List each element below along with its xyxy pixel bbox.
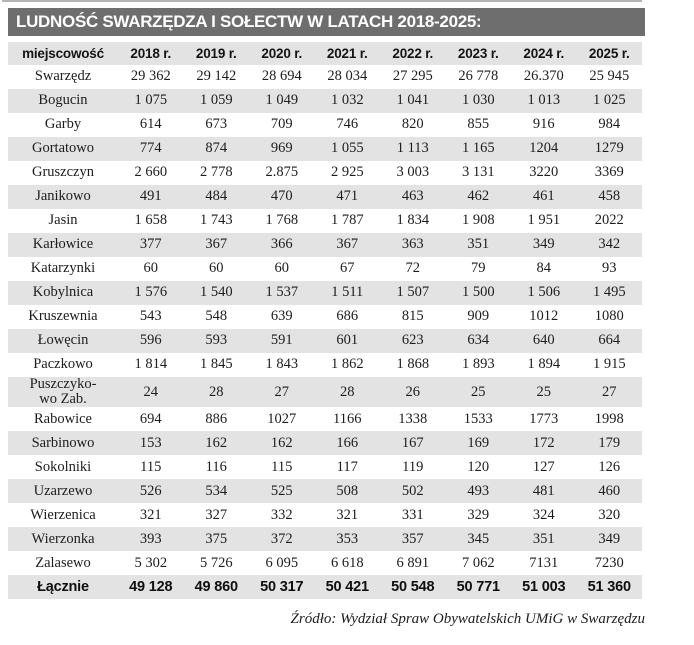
cell-value: 117 [336, 458, 358, 475]
cell-value: 916 [532, 116, 555, 133]
cell-value: 1 075 [118, 89, 184, 113]
column-header: miejscowość [8, 42, 118, 65]
cell-value: 694 [139, 410, 162, 427]
cell-value: 2 925 [330, 164, 364, 181]
cell-value: 2022 [594, 212, 624, 229]
cell-value: 1 908 [461, 212, 495, 229]
cell-value: 774 [118, 137, 184, 161]
column-header: 2025 r. [577, 42, 643, 65]
table-row [8, 377, 642, 407]
table-body [8, 65, 642, 599]
cell-value: 51 360 [577, 575, 643, 599]
row-label: Kruszewnia [28, 308, 98, 325]
cell-value: 116 [205, 458, 227, 475]
table-title-bar [8, 8, 645, 36]
cell-value: 367 [315, 233, 381, 257]
cell-value: 1 013 [511, 89, 577, 113]
cell-value: 84 [536, 260, 551, 277]
cell-value: 1 165 [446, 137, 512, 161]
cell-value: 2 660 [134, 164, 168, 181]
cell-value: 1 915 [592, 356, 626, 373]
row-label: Bogucin [8, 89, 118, 113]
cell-value: 634 [446, 329, 512, 353]
cell-value: 969 [249, 137, 315, 161]
cell-value: 1 025 [577, 89, 643, 113]
column-header: 2024 r. [511, 42, 577, 65]
row-label: Uzarzewo [8, 479, 118, 503]
cell-value: 2.875 [265, 164, 299, 181]
table-row [8, 527, 642, 551]
table-row [8, 185, 642, 209]
row-label: Łącznie [8, 575, 118, 599]
table-row [8, 281, 642, 305]
cell-value: 458 [577, 185, 643, 209]
cell-value: 353 [315, 527, 381, 551]
cell-value: 28 [184, 377, 250, 407]
cell-value: 179 [577, 431, 643, 455]
table-row [8, 257, 642, 281]
column-header: 2023 r. [446, 42, 512, 65]
cell-value: 51 003 [511, 575, 577, 599]
cell-value: 162 [184, 431, 250, 455]
column-header: 2019 r. [184, 42, 250, 65]
cell-value: 7131 [529, 554, 559, 571]
row-label: Garby [44, 116, 82, 133]
row-label: Wierzenica [30, 506, 96, 523]
table-row [8, 89, 642, 113]
table-row [8, 161, 642, 185]
cell-value: 1 845 [199, 356, 233, 373]
cell-value: 7230 [594, 554, 624, 571]
cell-value: 623 [380, 329, 446, 353]
cell-value: 351 [511, 527, 577, 551]
cell-value: 886 [205, 410, 228, 427]
cell-value: 162 [249, 431, 315, 455]
cell-value: 331 [401, 506, 424, 523]
table-row [8, 479, 642, 503]
cell-value: 462 [446, 185, 512, 209]
cell-value: 166 [315, 431, 381, 455]
cell-value: 50 548 [380, 575, 446, 599]
cell-value: 1 862 [330, 356, 364, 373]
cell-value: 29 362 [130, 68, 171, 85]
cell-value: 3220 [529, 164, 559, 181]
cell-value: 984 [598, 116, 621, 133]
cell-value: 115 [271, 458, 293, 475]
cell-value: 709 [270, 116, 293, 133]
table-row [8, 137, 642, 161]
table-row [8, 455, 642, 479]
cell-value: 1338 [398, 410, 428, 427]
cell-value: 3 131 [461, 164, 495, 181]
cell-value: 320 [598, 506, 621, 523]
cell-value: 153 [118, 431, 184, 455]
cell-value: 60 [143, 260, 158, 277]
cell-value: 591 [249, 329, 315, 353]
cell-value: 26 [380, 377, 446, 407]
cell-value: 1 787 [330, 212, 364, 229]
cell-value: 1773 [529, 410, 559, 427]
cell-value: 50 771 [446, 575, 512, 599]
table-row [8, 209, 642, 233]
cell-value: 27 [249, 377, 315, 407]
cell-value: 526 [118, 479, 184, 503]
cell-value: 349 [577, 527, 643, 551]
cell-value: 1 511 [315, 281, 381, 305]
table-row [8, 65, 642, 89]
cell-value: 614 [139, 116, 162, 133]
cell-value: 72 [405, 260, 420, 277]
cell-value: 461 [511, 185, 577, 209]
cell-value: 548 [205, 308, 228, 325]
table-row [8, 233, 642, 257]
cell-value: 1 868 [396, 356, 430, 373]
cell-value: 375 [184, 527, 250, 551]
cell-value: 1 049 [249, 89, 315, 113]
cell-value: 601 [315, 329, 381, 353]
cell-value: 909 [467, 308, 490, 325]
cell-value: 525 [249, 479, 315, 503]
cell-value: 27 295 [392, 68, 433, 85]
cell-value: 28 [315, 377, 381, 407]
cell-value: 377 [118, 233, 184, 257]
cell-value: 1166 [333, 410, 362, 427]
cell-value: 24 [118, 377, 184, 407]
cell-value: 1 537 [249, 281, 315, 305]
cell-value: 25 945 [589, 68, 630, 85]
cell-value: 169 [446, 431, 512, 455]
cell-value: 1 041 [380, 89, 446, 113]
cell-value: 126 [598, 458, 621, 475]
cell-value: 1012 [529, 308, 559, 325]
cell-value: 1 814 [134, 356, 168, 373]
cell-value: 115 [140, 458, 162, 475]
cell-value: 127 [532, 458, 555, 475]
cell-value: 534 [184, 479, 250, 503]
row-label: Gortatowo [8, 137, 118, 161]
cell-value: 5 302 [134, 554, 168, 571]
cell-value: 67 [340, 260, 355, 277]
row-label: Sarbinowo [8, 431, 118, 455]
cell-value: 49 860 [184, 575, 250, 599]
cell-value: 172 [511, 431, 577, 455]
source-caption: Źródło: Wydział Spraw Obywatelskich UMiG w Swarzędzu [290, 611, 645, 627]
table-row [8, 305, 642, 329]
cell-value: 29 142 [196, 68, 237, 85]
cell-value: 6 618 [330, 554, 364, 571]
cell-value: 874 [184, 137, 250, 161]
cell-value: 351 [446, 233, 512, 257]
table-title: LUDNOŚĆ SWARZĘDZA I SOŁECTW W LATACH 2018-2025: [16, 12, 482, 31]
cell-value: 321 [336, 506, 359, 523]
cell-value: 342 [577, 233, 643, 257]
cell-value: 26.370 [523, 68, 564, 85]
cell-value: 357 [380, 527, 446, 551]
cell-value: 508 [315, 479, 381, 503]
cell-value: 49 128 [118, 575, 184, 599]
cell-value: 502 [380, 479, 446, 503]
cell-value: 3 003 [396, 164, 430, 181]
cell-value: 79 [471, 260, 486, 277]
cell-value: 1080 [594, 308, 624, 325]
cell-value: 93 [602, 260, 617, 277]
cell-value: 640 [511, 329, 577, 353]
cell-value: 1 768 [265, 212, 299, 229]
cell-value: 7 062 [461, 554, 495, 571]
row-label: Łowęcin [8, 329, 118, 353]
cell-value: 639 [270, 308, 293, 325]
cell-value: 60 [274, 260, 289, 277]
cell-value: 1 495 [577, 281, 643, 305]
cell-value: 393 [118, 527, 184, 551]
cell-value: 484 [184, 185, 250, 209]
cell-value: 470 [249, 185, 315, 209]
header-row [8, 42, 642, 65]
cell-value: 746 [336, 116, 359, 133]
cell-value: 1 951 [527, 212, 561, 229]
cell-value: 332 [270, 506, 293, 523]
cell-value: 1 059 [184, 89, 250, 113]
cell-value: 820 [401, 116, 424, 133]
row-label: Karłowice [8, 233, 118, 257]
cell-value: 50 317 [249, 575, 315, 599]
column-header: 2018 r. [118, 42, 184, 65]
cell-value: 372 [249, 527, 315, 551]
row-label: Puszczyko- wo Zab. [8, 377, 118, 407]
cell-value: 1 743 [199, 212, 233, 229]
row-label: Zalasewo [35, 554, 91, 571]
cell-value: 1 030 [446, 89, 512, 113]
cell-value: 686 [336, 308, 359, 325]
cell-value: 543 [139, 308, 162, 325]
cell-value: 1 894 [527, 356, 561, 373]
cell-value: 366 [249, 233, 315, 257]
cell-value: 1279 [577, 137, 643, 161]
cell-value: 1 506 [511, 281, 577, 305]
cell-value: 1 055 [315, 137, 381, 161]
cell-value: 1 113 [380, 137, 446, 161]
cell-value: 1 032 [315, 89, 381, 113]
table-row [8, 551, 642, 575]
table-row [8, 113, 642, 137]
cell-value: 596 [118, 329, 184, 353]
cell-value: 1 893 [461, 356, 495, 373]
cell-value: 27 [577, 377, 643, 407]
table-row [8, 353, 642, 377]
column-header: 2020 r. [249, 42, 315, 65]
table-header [8, 42, 642, 65]
cell-value: 1998 [594, 410, 624, 427]
total-row [8, 575, 642, 599]
row-label: Janikowo [8, 185, 118, 209]
row-label: Paczkowo [33, 356, 93, 373]
cell-value: 463 [380, 185, 446, 209]
cell-value: 363 [380, 233, 446, 257]
population-table [8, 42, 642, 599]
cell-value: 119 [402, 458, 424, 475]
cell-value: 1 507 [380, 281, 446, 305]
cell-value: 28 034 [327, 68, 368, 85]
row-label: Swarzędz [34, 68, 92, 85]
table-row [8, 431, 642, 455]
row-label: Wierzonka [8, 527, 118, 551]
cell-value: 491 [118, 185, 184, 209]
cell-value: 367 [184, 233, 250, 257]
cell-value: 855 [467, 116, 490, 133]
cell-value: 6 095 [265, 554, 299, 571]
column-header: 2021 r. [315, 42, 381, 65]
cell-value: 50 421 [315, 575, 381, 599]
cell-value: 3369 [594, 164, 624, 181]
cell-value: 1 834 [396, 212, 430, 229]
cell-value: 2 778 [199, 164, 233, 181]
cell-value: 1533 [463, 410, 493, 427]
table-row [8, 329, 642, 353]
row-label: Sokolniki [34, 458, 92, 475]
cell-value: 593 [184, 329, 250, 353]
cell-value: 349 [511, 233, 577, 257]
column-header: 2022 r. [380, 42, 446, 65]
cell-value: 6 891 [396, 554, 430, 571]
row-label: Gruszczyn [31, 164, 94, 181]
cell-value: 321 [139, 506, 162, 523]
row-label: Kobylnica [8, 281, 118, 305]
row-label: Rabowice [34, 410, 92, 427]
cell-value: 167 [380, 431, 446, 455]
cell-value: 673 [205, 116, 228, 133]
cell-value: 493 [446, 479, 512, 503]
cell-value: 60 [209, 260, 224, 277]
cell-value: 120 [467, 458, 490, 475]
cell-value: 329 [467, 506, 490, 523]
cell-value: 25 [511, 377, 577, 407]
cell-value: 324 [532, 506, 555, 523]
cell-value: 5 726 [199, 554, 233, 571]
cell-value: 26 778 [458, 68, 499, 85]
cell-value: 1 540 [184, 281, 250, 305]
top-divider [2, 0, 642, 2]
cell-value: 1 500 [446, 281, 512, 305]
cell-value: 1 843 [265, 356, 299, 373]
cell-value: 1204 [511, 137, 577, 161]
cell-value: 815 [401, 308, 424, 325]
cell-value: 345 [446, 527, 512, 551]
cell-value: 460 [577, 479, 643, 503]
row-label: Katarzynki [30, 260, 96, 277]
cell-value: 327 [205, 506, 228, 523]
cell-value: 664 [577, 329, 643, 353]
cell-value: 28 694 [261, 68, 302, 85]
cell-value: 1 576 [118, 281, 184, 305]
table-row [8, 503, 642, 527]
cell-value: 25 [446, 377, 512, 407]
cell-value: 471 [315, 185, 381, 209]
cell-value: 1 658 [134, 212, 168, 229]
cell-value: 481 [511, 479, 577, 503]
row-label: Jasin [48, 212, 78, 229]
cell-value: 1027 [267, 410, 297, 427]
table-row [8, 407, 642, 431]
